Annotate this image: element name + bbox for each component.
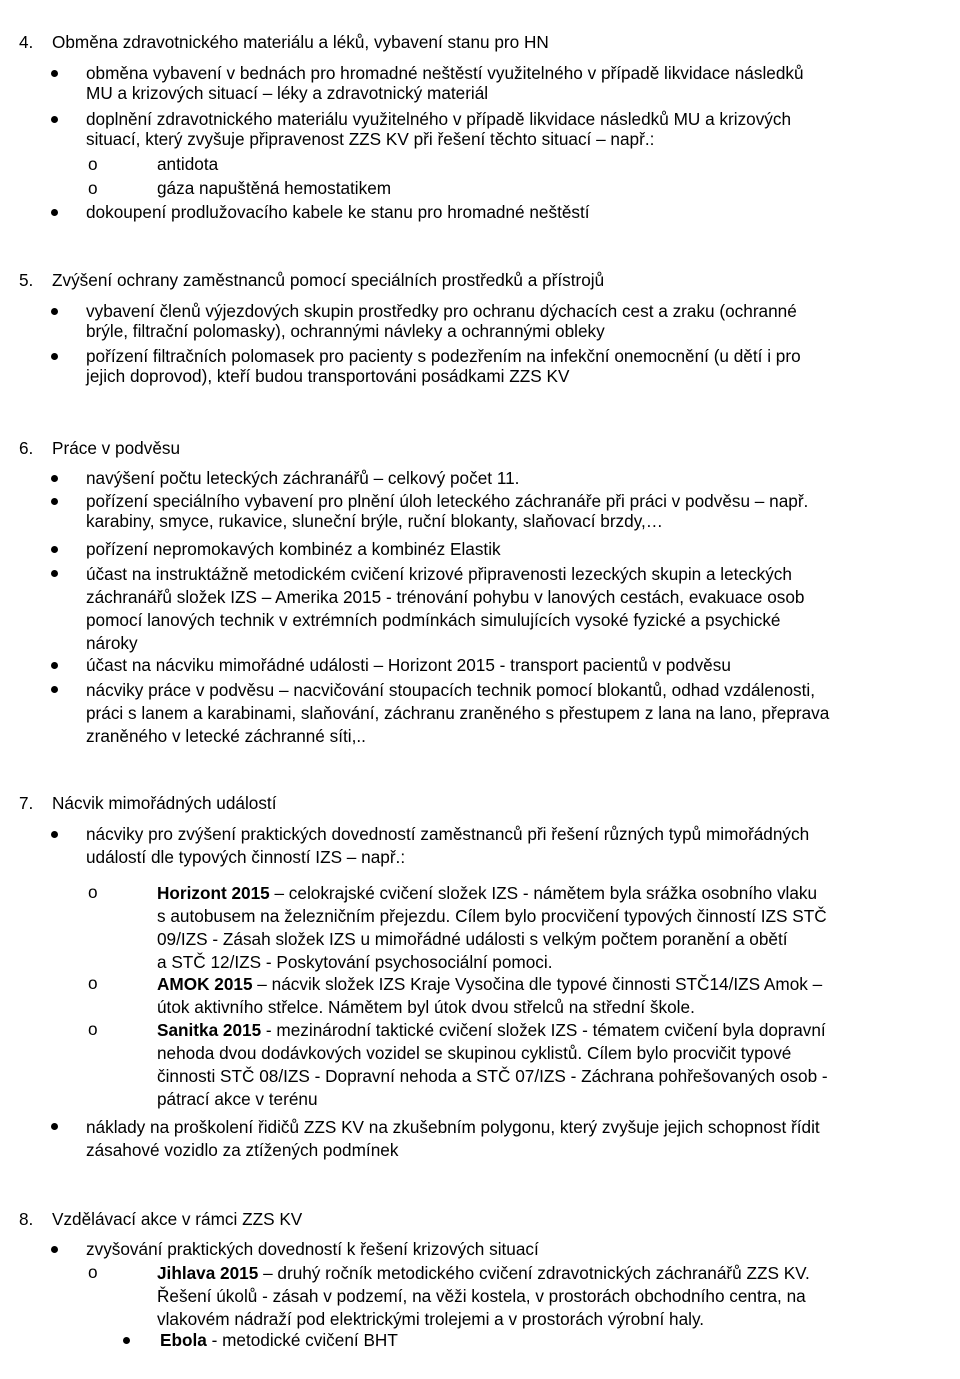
exercise-amok: AMOK 2015 – nácvik složek IZS Kraje Vysočina dle typové činnosti STČ14/IZS Amok – útok aktivního střelce. Námětem byl útok dvou střelců na střední škole. <box>157 974 823 1017</box>
list-item: vybavení členů výjezdových skupin prostředky pro ochranu dýchacích cest a zraku (ochranné brýle, filtrační polomasky), ochrannými návleky a ochrannými obleky <box>86 301 797 341</box>
bullet-icon <box>51 70 58 77</box>
list-item: navýšení počtu leteckých záchranářů – celkový počet 11. <box>86 468 520 488</box>
list-item: náklady na proškolení řidičů ZZS KV na zkušebním polygonu, který zvyšuje jejich schopnost řídit zásahové vozidlo za ztížených podmínek <box>86 1117 820 1160</box>
bullet-icon <box>51 353 58 360</box>
list-item: zvyšování praktických dovedností k řešení krizových situací <box>86 1239 539 1259</box>
exercise-ebola: Ebola - metodické cvičení BHT <box>160 1330 398 1350</box>
section-heading: Vzdělávací akce v rámci ZZS KV <box>52 1209 303 1229</box>
section-number: 6. <box>19 438 34 458</box>
list-item: doplnění zdravotnického materiálu využitelného v případě likvidace následků MU a krizových situací, který zvyšuje připravenost ZZS KV při řešení těchto situací – např.: <box>86 109 792 149</box>
bullet-icon <box>51 308 58 315</box>
bullet-icon <box>51 1123 58 1130</box>
bullet-icon <box>51 831 58 838</box>
list-item: dokoupení prodlužovacího kabele ke stanu pro hromadné neštěstí <box>86 202 590 222</box>
section-heading: Zvýšení ochrany zaměstnanců pomocí speciálních prostředků a přístrojů <box>52 270 605 290</box>
sub-bullet-icon: o <box>88 1262 98 1282</box>
section-heading: Nácvik mimořádných událostí <box>52 793 277 813</box>
exercise-sanitka: Sanitka 2015 - mezinárodní taktické cvičení složek IZS - tématem cvičení byla dopravní nehoda dvou dodávkových vozidel se skupinou cyklistů. Cílem bylo procvičit typové činnosti STČ 08/IZS - Dopravní nehoda a STČ 07/IZS - Záchrana pohřešovaných osob - pátrací akce v terénu <box>157 1020 828 1109</box>
sub-bullet-icon: o <box>88 882 98 902</box>
section-heading: Práce v podvěsu <box>52 438 181 458</box>
exercise-horizont: Horizont 2015 – celokrajské cvičení složek IZS - námětem byla srážka osobního vlaku s autobusem na železničním přejezdu. Cílem bylo procvičení typových činností IZS STČ 09/IZS - Zásah složek IZS u mimořádné události s velkým počtem poranění a obětí a STČ 12/IZS - Poskytování psychosociální pomoci. <box>157 883 827 972</box>
bullet-icon <box>51 498 58 505</box>
bullet-icon <box>51 209 58 216</box>
list-item: účast na nácviku mimořádné události – Horizont 2015 - transport pacientů v podvěsu <box>86 655 731 675</box>
sub-bullet-icon: o <box>88 154 98 174</box>
exercise-jihlava: Jihlava 2015 – druhý ročník metodického cvičení zdravotnických záchranářů ZZS KV. Řešení úkolů - zásah v podzemí, na věži kostela, v prostorách obchodního centra, na vlakovém nádraží pod elektrickými trolejemi a v prostorách výrobní haly. <box>157 1263 810 1329</box>
bullet-icon <box>51 475 58 482</box>
section-number: 5. <box>19 270 34 290</box>
sub-bullet-icon: o <box>88 973 98 993</box>
section-number: 8. <box>19 1209 34 1229</box>
bullet-icon <box>51 1246 58 1253</box>
section-number: 4. <box>19 32 34 52</box>
list-item: účast na instruktážně metodickém cvičení krizové připravenosti lezeckých skupin a leteckých záchranářů složek IZS – Amerika 2015 - trénování pohybu v lanových cestách, evakuace osob pomocí lanových technik v extrémních podmínkách simulujících vysoké fyzické a psychické nároky <box>86 564 805 653</box>
bullet-icon <box>51 686 58 693</box>
section-number: 7. <box>19 793 34 813</box>
list-item: obměna vybavení v bednách pro hromadné neštěstí využitelného v případě likvidace následků MU a krizových situací – léky a zdravotnický materiál <box>86 63 804 103</box>
list-item: nácviky pro zvýšení praktických dovedností zaměstnanců při řešení různých typů mimořádných událostí dle typových činností IZS – např.: <box>86 824 810 867</box>
section-heading: Obměna zdravotnického materiálu a léků, vybavení stanu pro HN <box>52 32 549 52</box>
bullet-icon <box>51 546 58 553</box>
list-item: pořízení filtračních polomasek pro pacienty s podezřením na infekční onemocnění (u dětí i pro jejich doprovod), kteří budou transportováni posádkami ZZS KV <box>86 346 801 386</box>
sub-bullet-icon: o <box>88 178 98 198</box>
bullet-icon <box>51 570 58 577</box>
list-item: nácviky práce v podvěsu – nacvičování stoupacích technik pomocí blokantů, odhad vzdálenosti, práci s lanem a karabinami, slaňování, záchranu zraněného s přestupem z lana na lano, přeprava zraněného v letecké záchranné síti,.. <box>86 680 830 746</box>
bullet-icon <box>123 1337 130 1344</box>
sub-bullet-icon: o <box>88 1019 98 1039</box>
sub-list-item: antidota <box>157 154 219 174</box>
list-item: pořízení nepromokavých kombinéz a kombinéz Elastik <box>86 539 501 559</box>
list-item: pořízení speciálního vybavení pro plnění úloh leteckého záchranáře při práci v podvěsu – např. karabiny, smyce, rukavice, sluneční brýle, ruční blokanty, slaňovací brzdy,… <box>86 491 809 531</box>
bullet-icon <box>51 116 58 123</box>
sub-list-item: gáza napuštěná hemostatikem <box>157 178 392 198</box>
bullet-icon <box>51 662 58 669</box>
